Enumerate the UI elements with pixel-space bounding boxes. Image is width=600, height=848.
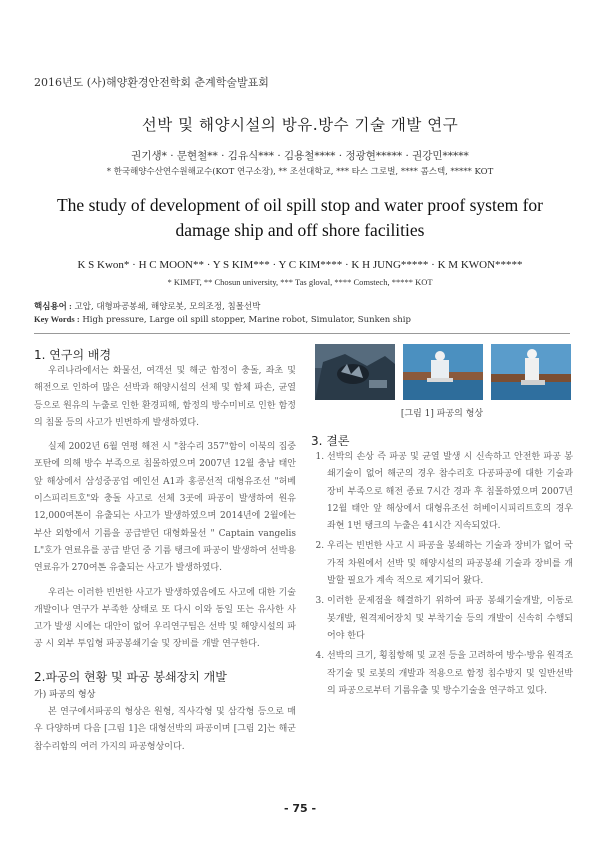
section-2-paragraph-1: 본 연구에서파공의 형상은 원형, 직사각형 및 삼각형 등으로 매우 다양하며 다음 [그림 1]은 대형선박의 파공이며 [그림 2]는 해군 참수리함의 여러 가지의 파공형상이다. <box>34 707 296 752</box>
section-3-body <box>311 449 573 703</box>
section-1-paragraph-1: 우리나라에서는 화물선, 여객선 및 해군 함정이 충돌, 좌초 및 해전으로 인하여 많은 선박과 해양시설의 선체 및 함체 파손, 균열 등으로 원유의 누출로 인한 환경피해, 함정의 방수미비로 인한 함정의 침몰 등의 사고가 빈번하게 발생하였다. <box>34 366 296 428</box>
conclusion-item-2: 2. 우리는 빈번한 사고 시 파공을 봉쇄하는 기술과 장비가 없어 국가적 차원에서 선박 및 해양시설의 파공봉쇄 기술과 장비를 개발할 필요가 계속 적으로 제기되어 왔다. <box>327 538 573 590</box>
hull-damage-photo-2 <box>403 344 483 400</box>
section-2-subheading: 가) 파공의 형상 <box>34 690 96 700</box>
paper-title-korean: 선박 및 해양시설의 방유.방수 기술 개발 연구 <box>141 116 459 134</box>
conclusion-item-1: 1. 선박의 손상 즉 파공 및 균열 발생 시 신속하고 안전한 파공 봉쇄기술이 없어 해군의 경우 참수리호 다공파공에 대한 기술과 장비 부족으로 해전 종료 7시간 경과 후 침몰하였으며 2007년 12월 태안 앞 해상에서 대형유조선 허베이시피리트호의 경우 좌현 1번 탱크의 누출은 41시간 지속되었다. <box>327 449 573 535</box>
section-1-body <box>34 363 296 654</box>
affiliations-english: * KIMFT, ** Chosun university, *** Tas gloval, **** Comstech, ***** KOT <box>167 277 433 287</box>
keywords-english <box>34 314 411 325</box>
header-divider <box>34 333 570 334</box>
authors-korean: 권기생* · 문현철** · 김유식*** · 김용철**** · 정광현***** · 권강민***** <box>131 150 469 162</box>
section-1-heading: 1. 연구의 배경 <box>34 348 112 362</box>
paper-title-english: The study of development of oil spill stop and water proof system for damage ship and off shore facilities <box>56 195 544 240</box>
page-number: - 75 - <box>283 802 317 815</box>
keywords-korean <box>34 300 260 312</box>
keywords-english-text: High pressure, Large oil spill stopper, Marine robot, Simulator, Sunken ship <box>82 315 411 325</box>
section-1-paragraph-3: 우리는 이러한 빈번한 사고가 발생하였음에도 사고에 대한 기술개발이나 연구가 부족한 상태로 또 다시 이와 동일 또는 유사한 사고가 발생 시에는 대안이 없어 우리연구팀은 선박 및 해양시설의 파공 시 외부 투입형 파공봉쇄기술 및 장비를 개발 연구한다. <box>34 587 296 650</box>
conference-header: 2016년도 (사)해양환경안전학회 춘계학술발표회 <box>34 76 269 89</box>
section-2-body <box>34 704 296 756</box>
section-2-heading: 2.파공의 현황 및 파공 봉쇄장치 개발 <box>34 670 227 684</box>
figure-1-caption: [그림 1] 파공의 형상 <box>400 409 484 419</box>
hull-damage-photo-3 <box>491 344 571 400</box>
keywords-english-label: Key Words : <box>34 314 80 324</box>
section-1-paragraph-2: 실제 2002년 6월 연평 해전 시 "참수리 357"함이 이북의 집중 포탄에 의해 방수 부족으로 침몰하였으며 2007년 12월 충남 태안 앞 해상에서 삼성중공업 예인선 A1과 홍콩선적 대형유조선 "허베이스피리트호"와 충돌 사고로 선체 3곳에 파공이 발생하여 원유 12,000여톤이 유출되는 사고가 발생하였으며 2014년에 2월에는 부산 외항에서 기름을 공급받던 대형화물선 " Captain vangelis L"호가 연료유를 공급 받던 중 기름 탱크에 파공이 발생하여 선박용 연료유가 270여톤 유출되는 사고가 발생하였다. <box>34 442 296 574</box>
keywords-korean-label: 핵심용어 : <box>34 301 72 311</box>
conclusion-item-3: 3. 이러한 문제점을 해결하기 위하여 파공 봉쇄기술개발, 이동로봇개발, 원격제어장치 및 부착기술 등의 개발이 신속히 수행되어야 한다 <box>327 593 573 645</box>
conclusion-item-4: 4. 선박의 크기, 횡침항해 및 교전 등을 고려하여 방수·방유 원격조작기술 및 로봇의 개발과 적용으로 함정 침수방지 및 일반선박의 파공으로부터 기름유출 및 방수기술을 연구하고 있다. <box>327 648 573 700</box>
affiliations-korean: * 한국해양수산연수원해교수(KOT 연구소장), ** 조선대학교, *** 타스 그로벌, **** 콤스텍, ***** KOT <box>106 167 494 177</box>
figure-1-images <box>315 344 571 400</box>
hull-damage-photo-1 <box>315 344 395 400</box>
authors-english: K S Kwon* · H C MOON** · Y S KIM*** · Y C KIM**** · K H JUNG***** · K M KWON***** <box>77 259 523 271</box>
section-3-heading: 3. 결론 <box>311 434 350 448</box>
keywords-korean-text: 고압, 대형파공봉쇄, 해양로봇, 모의조정, 침몰선박 <box>74 302 261 312</box>
conclusion-list <box>311 449 573 700</box>
